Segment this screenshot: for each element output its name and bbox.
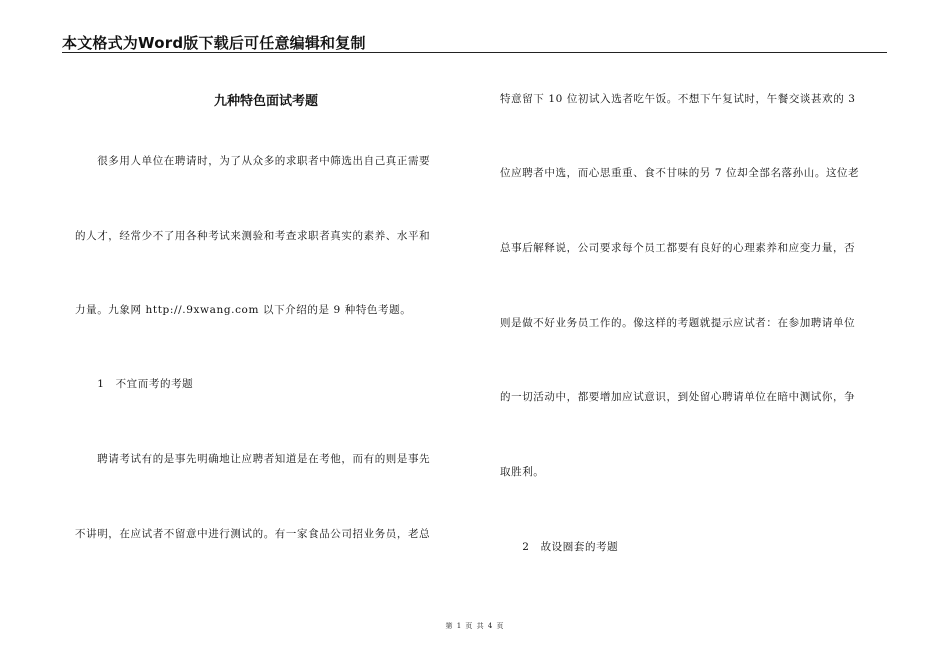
left-column-line: 很多用人单位在聘请时，为了从众多的求职者中筛选出自己真正需要	[75, 155, 431, 167]
left-column-line: 不讲明，在应试者不留意中进行测试的。有一家食品公司招业务员，老总	[75, 528, 431, 540]
section-heading-2: 2 故设圈套的考题	[500, 541, 619, 553]
right-column-line: 总事后解释说，公司要求每个员工都要有良好的心理素养和应变力量，否	[500, 242, 856, 254]
right-column-line: 取胜利。	[500, 466, 545, 478]
left-column-line: 力量。九象网 http://.9xwang.com 以下介绍的是 9 种特色考题。	[75, 304, 412, 316]
right-column-line: 的一切活动中，都要增加应试意识，到处留心聘请单位在暗中测试你，争	[500, 391, 856, 403]
document-header-title: 本文格式为Word版下载后可任意编辑和复制	[62, 34, 366, 52]
right-column-line: 特意留下 10 位初试入选者吃午饭。不想下午复试时，午餐交谈甚欢的 3	[500, 93, 856, 105]
left-column-line: 聘请考试有的是事先明确地让应聘者知道是在考他，而有的则是事先	[75, 453, 431, 465]
right-column-line: 则是做不好业务员工作的。像这样的考题就提示应试者：在参加聘请单位	[500, 317, 856, 329]
left-column-line: 的人才，经常少不了用各种考试来测验和考查求职者真实的素养、水平和	[75, 230, 431, 242]
right-column-line: 位应聘者中选，而心思重重、食不甘味的另 7 位却全部名落孙山。这位老	[500, 167, 860, 179]
page-number-footer: 第 1 页 共 4 页	[445, 622, 505, 630]
section-heading-1: 1 不宜而考的考题	[75, 378, 194, 390]
header-divider	[62, 52, 887, 53]
document-title: 九种特色面试考题	[214, 94, 319, 109]
